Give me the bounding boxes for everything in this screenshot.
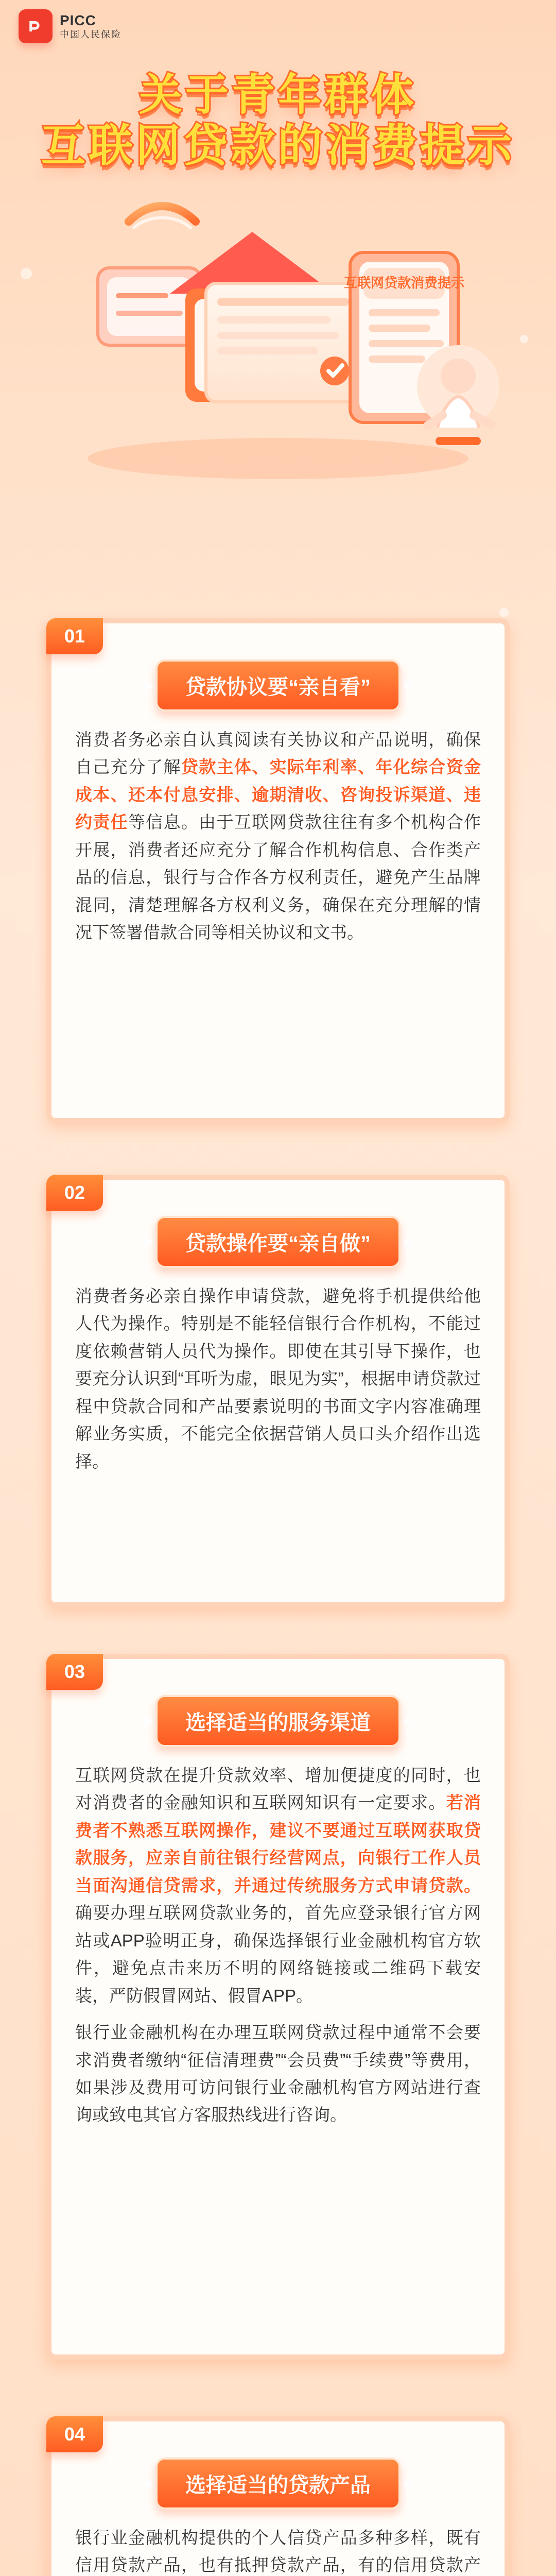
section-number: 04	[46, 2416, 103, 2452]
text-segment: 银行业金融机构在办理互联网贷款过程中通常不会要求消费者缴纳“征信清理费”“会员费”“手续费”等费用，如果涉及费用可访问银行业金融机构官方网站进行查询或致电其官方客服热线进行咨询。	[75, 2023, 481, 2125]
section-header	[75, 623, 481, 726]
section-paragraph	[75, 726, 481, 946]
section-paragraph	[75, 2524, 481, 2576]
section-body	[51, 2421, 505, 2576]
brand-text	[60, 13, 121, 39]
section-card-01	[46, 618, 510, 1123]
section-title: 选择适当的贷款产品	[155, 2458, 401, 2510]
text-segment: 银行业金融机构提供的个人信贷产品多种多样，既有信用贷款产品，也有抵押贷款产品，有的信用贷款产	[75, 2528, 481, 2575]
section-title: 贷款协议要“亲自看”	[155, 659, 401, 711]
section-number: 02	[46, 1175, 103, 1211]
section-body	[51, 1180, 505, 1499]
hero-illustration	[36, 170, 520, 489]
section-card-02	[46, 1175, 510, 1607]
brand-logo	[19, 9, 121, 43]
section-body	[51, 623, 505, 970]
decor-dot	[499, 608, 509, 617]
section-card-03	[46, 1654, 510, 2360]
title-line-2: 互联网贷款的消费提示	[41, 121, 515, 171]
highlight-segment: 贷款主体、实际年利率、年化综合资金成本、还本付息安排、逾期清收、咨询投诉渠道、违约责任	[75, 757, 481, 832]
section-header	[75, 1659, 481, 1761]
section-number: 01	[46, 618, 103, 654]
picc-logo-icon	[19, 9, 53, 43]
highlight-segment: 若消费者不熟悉互联网操作，建议不要通过互联网获取贷款服务，应亲自前往银行经营网点，向银行工作人员当面沟通信贷需求，并通过传统服务方式申请贷款。	[75, 1793, 481, 1895]
section-body	[51, 1659, 505, 2153]
page-title	[0, 72, 556, 169]
brand-en: PICC	[60, 12, 96, 28]
section-title: 贷款操作要“亲自做”	[155, 1216, 401, 1268]
section-paragraph	[75, 1282, 481, 1475]
brand-cn: 中国人民保险	[60, 29, 121, 40]
decor-dot	[21, 268, 32, 279]
text-segment: 消费者务必亲自操作申请贷款，避免将手机提供给他人代为操作。特别是不能轻信银行合作机构，不能过度依赖营销人员代为操作。即使在其引导下操作，也要充分认识到“耳听为虚，眼见为实”，根据申请贷款过程中贷款合同和产品要素说明的书面文字内容准确理解业务实质，不能完全依据营销人员口头介绍作出选择。	[75, 1286, 481, 1471]
section-card-04	[46, 2416, 510, 2576]
decor-dot	[520, 335, 528, 343]
section-paragraph	[75, 1761, 481, 2009]
text-segment: 等信息。由于互联网贷款往往有多个机构合作开展，消费者还应充分了解合作机构信息、合作类产品的信息，银行与合作各方权利责任，避免产生品牌混同，清楚理解各方权利义务，确保在充分理解的情况下签署借款合同等相关协议和文书。	[75, 812, 481, 942]
section-header	[75, 1180, 481, 1282]
text-segment: 互联网贷款在提升贷款效率、增加便捷度的同时，也对消费者的金融知识和互联网知识有一定要求。	[75, 1766, 481, 1812]
text-segment: 消费者务必亲自认真阅读有关协议和产品说明，确保自己充分了解	[75, 730, 481, 777]
section-title: 选择适当的服务渠道	[155, 1695, 401, 1747]
section-number: 03	[46, 1654, 103, 1690]
hero-doc-title: 互联网贷款消费提示	[343, 275, 465, 291]
text-segment: 确要办理互联网贷款业务的，首先应登录银行官方网站或APP验明正身，确保选择银行业金融机构官方软件，避免点击来历不明的网络链接或二维码下载安装，严防假冒网站、假冒APP。	[75, 1903, 481, 2005]
section-header	[75, 2421, 481, 2524]
title-line-1: 关于青年群体	[138, 71, 417, 119]
section-paragraph	[75, 2019, 481, 2129]
svg-text:互联网贷款消费提示	[344, 275, 465, 291]
